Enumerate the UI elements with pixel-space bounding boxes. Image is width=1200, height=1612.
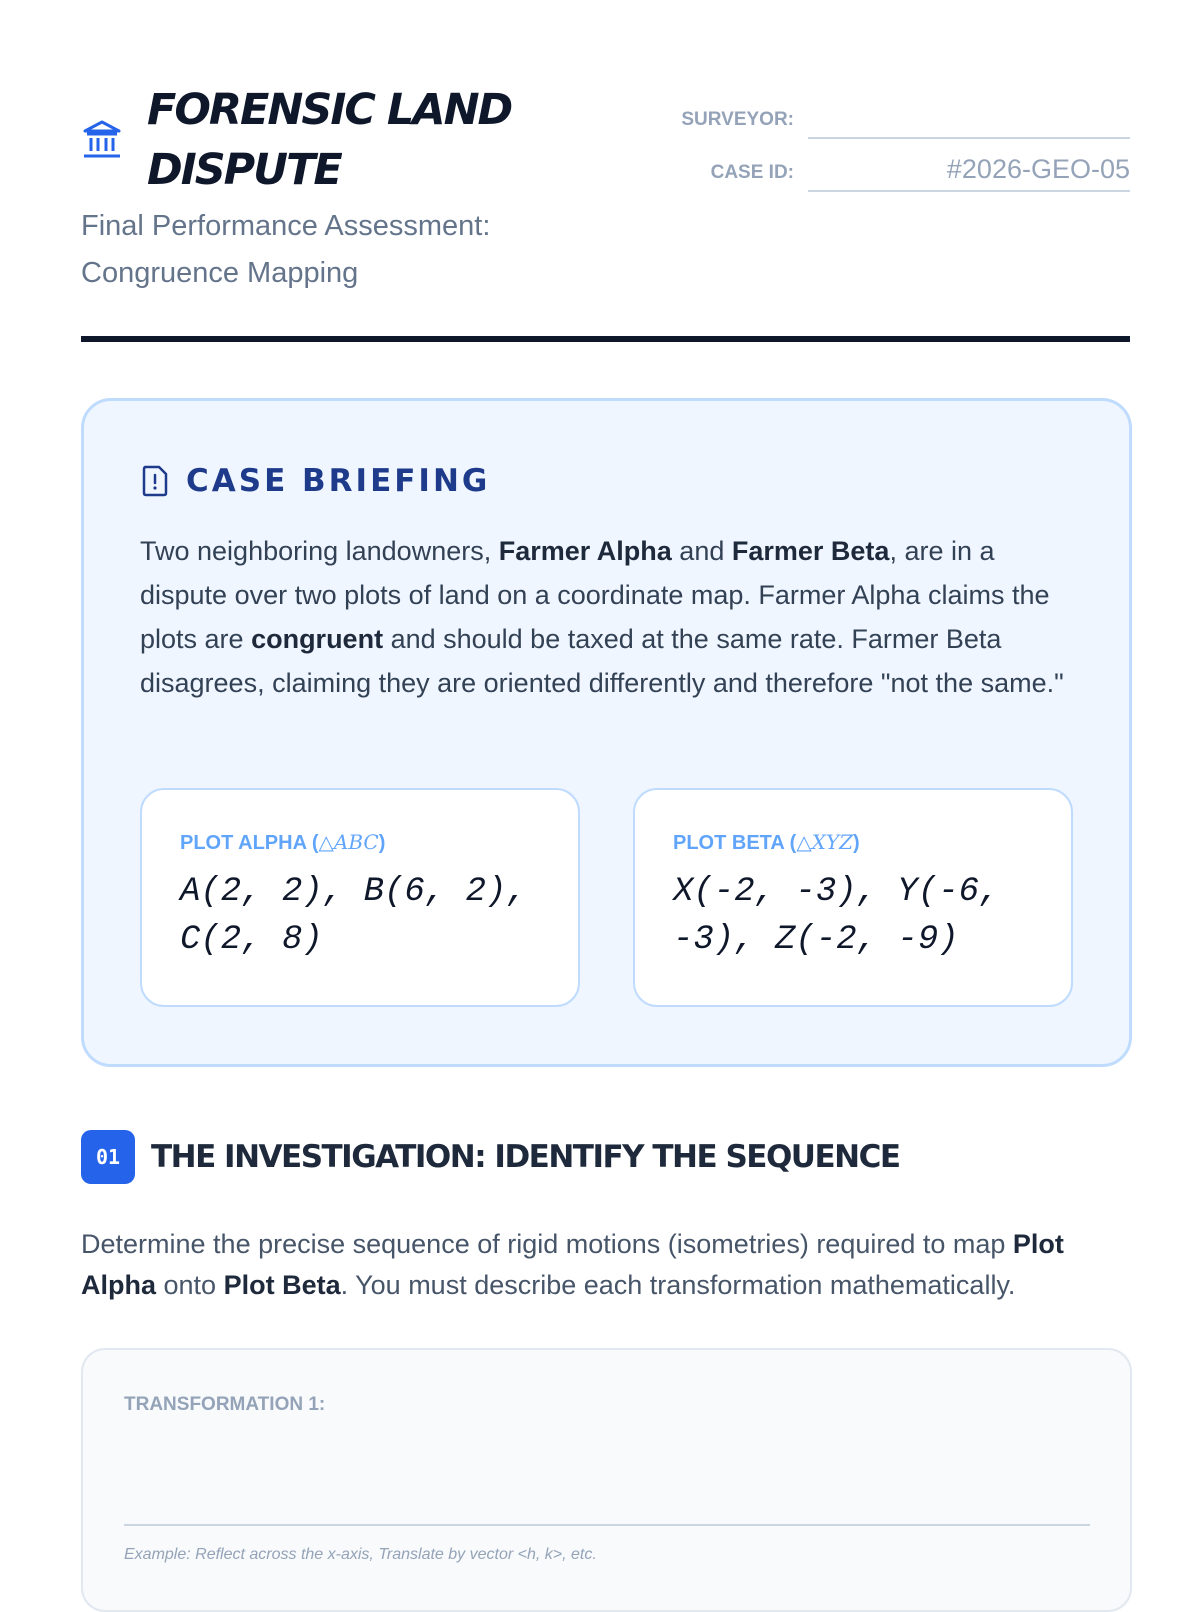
briefing-text: [140, 529, 1080, 705]
case-meta: [670, 86, 1130, 192]
plot-beta-label-text: PLOT BETA (: [673, 832, 797, 854]
congruent-term: congruent: [251, 624, 384, 654]
briefing-text-part: and should be taxed at the same rate. Farmer Beta disagrees, claiming they are oriented differently and therefore "not the same.": [140, 624, 1064, 698]
plot-beta-triangle: △XYZ: [796, 830, 854, 854]
bank-icon: [81, 118, 123, 162]
plot-alpha-card: [140, 788, 580, 1007]
plot-beta-label-close: ): [853, 832, 860, 854]
briefing-title: CASE BRIEFING: [186, 463, 491, 499]
section-instructions: [81, 1224, 1141, 1306]
plot-beta-label: [673, 830, 860, 855]
title-row: [81, 80, 577, 200]
briefing-text-part: , are in a dispute over two plots of land on a coordinate map. Farmer Alpha claims the plots are: [140, 536, 1050, 654]
case-id-field[interactable]: #2026-GEO-05: [808, 152, 1130, 192]
header-divider: [81, 336, 1130, 342]
page-subtitle: Final Performance Assessment: Congruence Mapping: [81, 210, 491, 289]
case-id-label: CASE ID:: [710, 162, 794, 183]
plot-alpha-ref: Plot Alpha: [81, 1229, 1064, 1300]
document-alert-icon: [140, 464, 170, 498]
section-number-badge: 01: [81, 1130, 135, 1184]
section-title: THE INVESTIGATION: IDENTIFY THE SEQUENCE: [151, 1139, 900, 1175]
plot-alpha-triangle: △ABC: [318, 830, 379, 854]
briefing-text-part: and: [671, 536, 732, 566]
surveyor-label: SURVEYOR:: [681, 109, 794, 130]
plot-beta-coordinates: X(-2, -3), Y(-6, -3), Z(-2, -9): [673, 873, 1000, 959]
surveyor-field[interactable]: [808, 99, 1130, 139]
plot-alpha-coordinates: A(2, 2), B(6, 2), C(2, 8): [180, 873, 527, 959]
plot-beta-card: [633, 788, 1073, 1007]
surveyor-row: [670, 86, 1130, 139]
case-briefing-card: [81, 398, 1132, 1067]
section-header-01: [81, 1130, 900, 1184]
transformation-1-label: TRANSFORMATION 1:: [124, 1394, 326, 1415]
plot-alpha-label-close: ): [378, 832, 386, 854]
briefing-text-part: Two neighboring landowners,: [140, 536, 499, 566]
page-title: FORENSIC LAND DISPUTE: [147, 85, 512, 195]
farmer-alpha: Farmer Alpha: [498, 536, 672, 566]
farmer-beta: Farmer Beta: [731, 536, 890, 566]
plot-beta-ref: Plot Beta: [223, 1270, 341, 1300]
transformation-1-answer-line[interactable]: [124, 1524, 1090, 1526]
case-id-row: [670, 139, 1130, 192]
plot-alpha-label: [180, 830, 385, 855]
instructions-part: onto: [156, 1270, 224, 1300]
header: [81, 80, 1130, 340]
transformation-1-box: [81, 1348, 1132, 1612]
briefing-header: [140, 463, 490, 499]
instructions-part: . You must describe each transformation mathematically.: [340, 1270, 1016, 1300]
transformation-1-hint: Example: Reflect across the x-axis, Translate by vector <h, k>, etc.: [124, 1546, 597, 1563]
instructions-part: Determine the precise sequence of rigid motions (isometries) required to map: [81, 1229, 1013, 1259]
plot-alpha-label-text: PLOT ALPHA (: [180, 832, 319, 854]
